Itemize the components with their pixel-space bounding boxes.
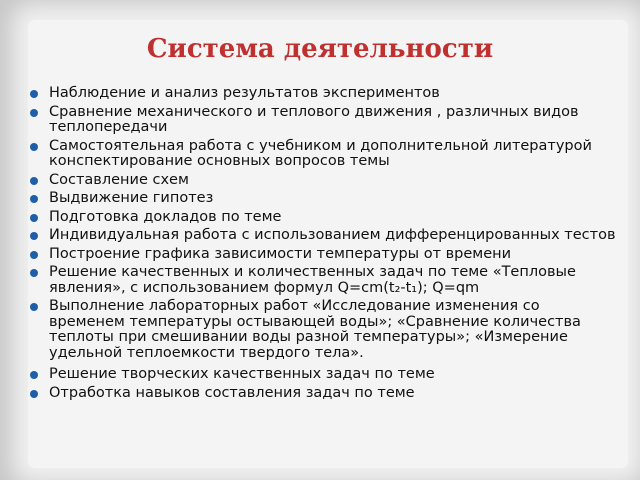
bullet-icon <box>30 269 38 277</box>
list-item <box>30 386 620 402</box>
list-item-text: Решение качественных и количественных задач по теме «Тепловые явления», с использованием формул Q=cm(t₂-t₁); Q=qm <box>49 264 576 296</box>
bullet-icon <box>30 214 38 222</box>
list-item <box>30 173 620 189</box>
bullet-icon <box>30 143 38 151</box>
list-item-text: Наблюдение и анализ результатов экспериментов <box>49 85 440 101</box>
list-item-text: Подготовка докладов по теме <box>49 208 282 225</box>
list-item-text: Решение творческих качественных задач по теме <box>49 366 435 382</box>
bullet-list <box>30 86 620 404</box>
bullet-icon <box>30 390 38 398</box>
list-item <box>30 299 620 361</box>
bullet-icon <box>30 371 38 379</box>
list-item-text: Построение графика зависимости температуры от времени <box>49 245 512 262</box>
bullet-icon <box>30 195 38 203</box>
list-item-text: Сравнение механического и теплового движения , различных видов теплопередачи <box>49 103 579 135</box>
list-item <box>30 86 620 102</box>
bullet-icon <box>30 109 38 117</box>
list-item <box>30 191 620 207</box>
list-item-text: Выдвижение гипотез <box>49 190 214 206</box>
list-item-text: Составление схем <box>49 171 189 188</box>
list-item-text: Отработка навыков составления задач по теме <box>49 384 415 401</box>
list-item <box>30 367 620 383</box>
list-item <box>30 105 620 136</box>
list-item-text: Индивидуальная работа с использованием дифференцированных тестов <box>49 227 616 243</box>
list-item-text: Самостоятельная работа с учебником и дополнительной литературой конспектирование основных вопросов темы <box>49 137 592 169</box>
list-item <box>30 139 620 170</box>
list-item <box>30 247 620 263</box>
bullet-icon <box>30 303 38 311</box>
bullet-icon <box>30 251 38 259</box>
list-item <box>30 265 620 296</box>
list-item <box>30 210 620 226</box>
bullet-icon <box>30 232 38 240</box>
list-item <box>30 228 620 244</box>
list-item-text: Выполнение лабораторных работ «Исследование изменения со временем температуры остывающей воды»; «Сравнение количества теплоты при смешивании воды разной температуры»; «Измерение удельной теплоемкости твердого тела». <box>49 298 581 361</box>
slide-title: Система деятельности <box>146 34 494 64</box>
bullet-icon <box>30 90 38 98</box>
bullet-icon <box>30 177 38 185</box>
